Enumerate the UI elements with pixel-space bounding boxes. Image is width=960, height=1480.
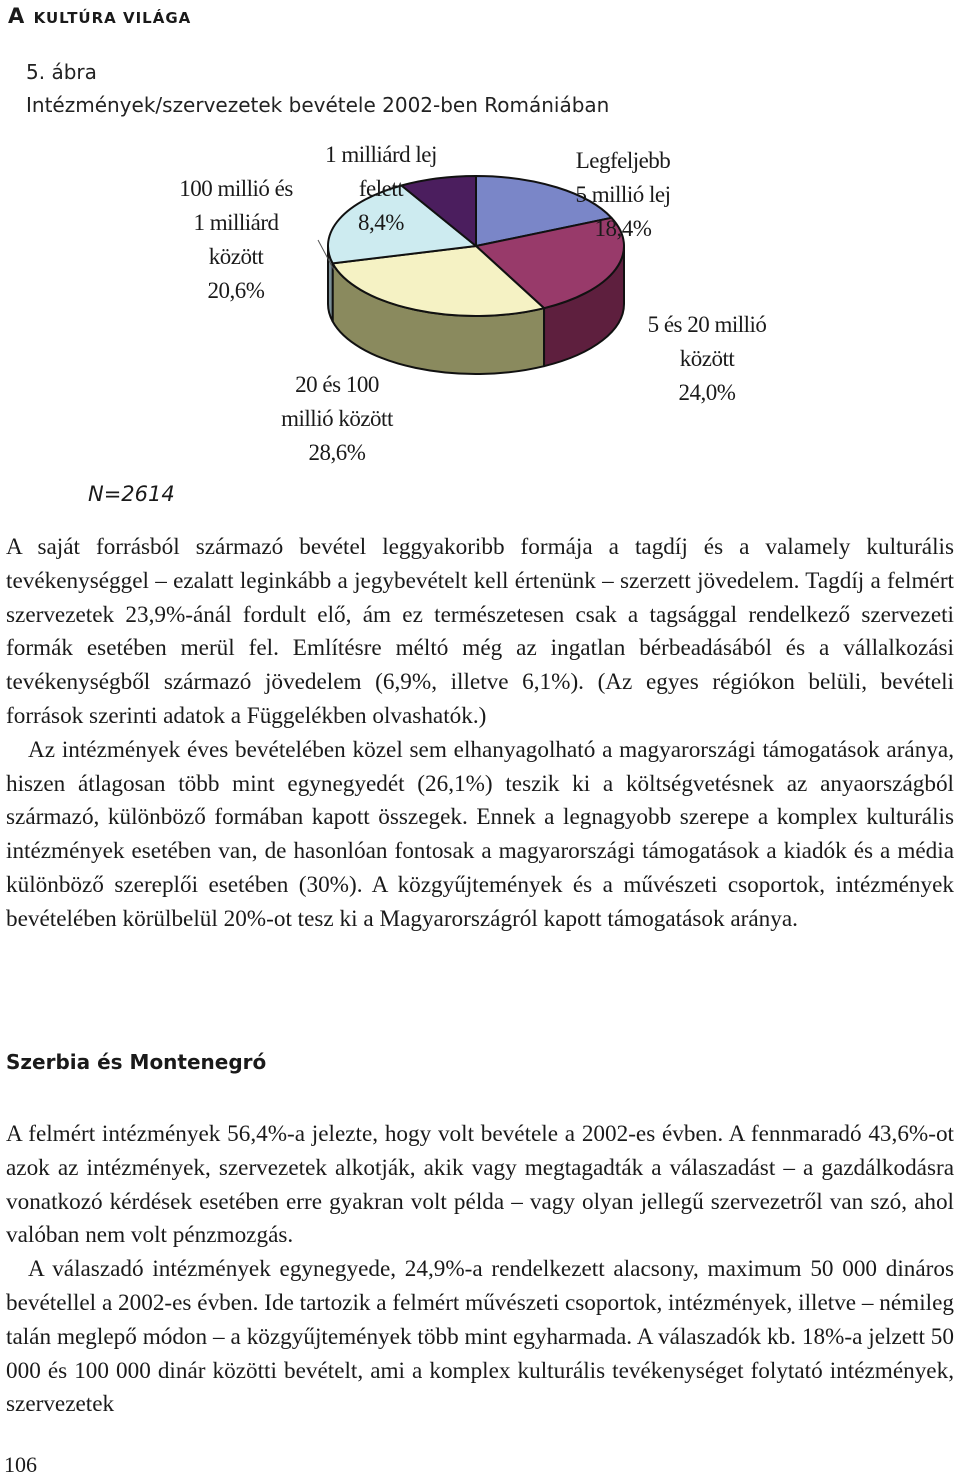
pie-slice-label-2 [262, 368, 412, 470]
pie-slice-label-1 [622, 308, 792, 410]
pie-slice-label-4 [296, 138, 466, 240]
pie-slice-label-0 [548, 144, 698, 246]
running-header-initial: A [8, 4, 26, 28]
section-body-text [6, 1118, 954, 1422]
paragraph: A saját forrásból származó bevétel leggyakoribb formája a tagdíj és a valamely kulturális tevékenységgel – ezalatt leginkább a jegybevételt kell értenünk – szerzett jövedelem. Tagdíj a felmért szervezetek 23,9%-ánál fordult elő, ám ez természetesen csak a tagsággal rendelkező szervezeti formák esetében merül fel. Említésre méltó még az ingatlan bérbeadásából és a vállalkozási tevékenységből származó jövedelem (6,9%, illetve 6,1%). (Az egyes régiókon belüli, bevételi források szerinti adatok a Függelékben olvashatók.) [6, 534, 954, 729]
pie-slice-label-line: felett [358, 176, 404, 201]
pie-chart [0, 130, 960, 530]
paragraph: A válaszadó intézmények egynegyede, 24,9%-a rendelkezett alacsony, maximum 50 000 dináros bevétellel a 2002-es évben. Ide tartozik a felmért művészeti csoportok, intézmények, illetve – némileg talán meglepő módon – a közgyűjtemények több mint egyharmada. A válaszadók kb. 18%-a jelzett 50 000 és 100 000 dinár közötti bevételt, ami a komplex kulturális tevékenységet folytató intézmények, szervezetek [6, 1256, 954, 1418]
pie-slice-label-line: millió között [281, 406, 393, 431]
running-header-text: KULTÚRA VILÁGA [33, 9, 192, 27]
figure-title: Intézmények/szervezetek bevétele 2002-ben Romániában [26, 93, 610, 117]
pie-slice-label-line: 5 és 20 millió [647, 312, 767, 337]
pie-slice-label-line: 8,4% [358, 210, 404, 235]
page-number: 106 [4, 1452, 37, 1477]
pie-slice-label-line: 1 milliárd lej [325, 142, 437, 167]
sample-size-label: N=2614 [88, 482, 175, 506]
pie-slice-label-line: 5 millió lej [575, 182, 671, 207]
pie-slice-label-line: Legfeljebb [575, 148, 671, 173]
pie-slice-label-line: 28,6% [308, 440, 366, 465]
pie-slice-label-line: 24,0% [678, 380, 736, 405]
figure-number: 5. ábra [26, 60, 97, 84]
running-header [8, 4, 191, 28]
pie-slice-label-line: 18,4% [594, 216, 652, 241]
body-text [6, 531, 954, 937]
pie-slice-label-line: 20 és 100 [295, 372, 379, 397]
pie-slice-label-line: 20,6% [207, 278, 265, 303]
pie-slice-label-line: között [208, 244, 264, 269]
pie-slice-label-line: 1 milliárd [193, 210, 279, 235]
paragraph: A felmért intézmények 56,4%-a jelezte, hogy volt bevétele a 2002-es évben. A fennmaradó 43,6%-ot azok az intézmények, szervezetek alkotják, akik vagy megtagadták a válaszadást – a gazdálkodásra vonatkozó kérdések esetében erre gyakran volt példa – vagy olyan jellegű szervezetről van szó, ahol valóban nem volt pénzmozgás. [6, 1121, 954, 1249]
pie-slice-label-line: 100 millió és [179, 176, 293, 201]
pie-slice-label-line: között [679, 346, 735, 371]
pie-chart-svg [0, 130, 960, 530]
section-heading: Szerbia és Montenegró [6, 1050, 267, 1074]
paragraph: Az intézmények éves bevételében közel sem elhanyagolható a magyarországi támogatások aránya, hiszen átlagosan több mint egynegyedét (26,1%) teszik ki a költségvetésnek az anyaországból származó, különböző formában kapott összegek. Ennek a legnagyobb szerepe a komplex kulturális intézmények esetében van, de hasonlóan fontosak a magyarországi támogatások a kiadók és a média különböző szereplői esetében (30%). A közgyűjtemények és a művészeti csoportok, intézmények bevételében körülbelül 20%-ot tesz ki a Magyarországról kapott támogatások aránya. [6, 736, 954, 932]
